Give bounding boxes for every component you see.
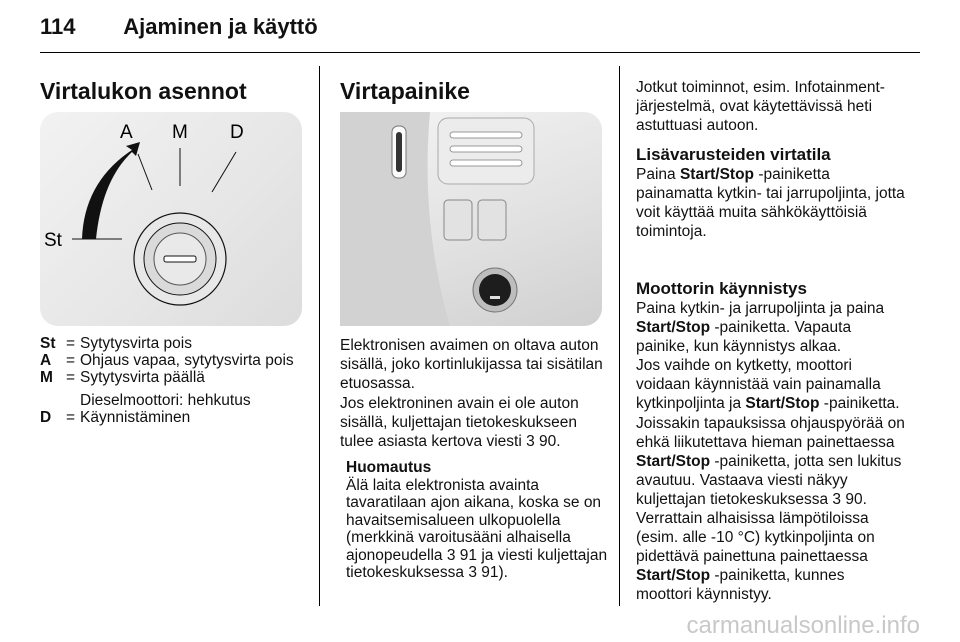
chapter-title: Ajaminen ja käyttö <box>123 14 318 39</box>
paragraph-accessory-mode <box>636 165 908 241</box>
watermark: carmanualsonline.info <box>686 612 920 639</box>
start-stop-label: Start/Stop <box>745 395 820 412</box>
vent-slat-1 <box>450 132 522 138</box>
legend-key: M <box>40 369 53 386</box>
text-run: -painiketta painamatta kytkin- tai jarrupoljinta, jotta voit käyttää muita sähkökäyttöisiä toimintoja. <box>636 166 905 240</box>
text-run: Paina <box>636 166 680 183</box>
label-d: D <box>230 122 244 143</box>
text-run: Jos vaihde on kytketty, moottori voidaan käynnistää vain painamalla kytkinpoljinta ja <box>636 357 881 412</box>
subheading-engine-start: Moottorin käynnistys <box>636 279 807 298</box>
page-number: 114 <box>40 14 76 39</box>
page-header <box>40 14 318 40</box>
legend-text: Sytytysvirta päällä <box>80 369 205 386</box>
key-slot-icon <box>164 256 196 262</box>
vent-slat-3 <box>450 160 522 166</box>
section-heading-ignition: Virtalukon asennot <box>40 78 247 104</box>
subheading-accessory-mode: Lisävarusteiden virtatila <box>636 145 831 164</box>
ignition-switch-figure <box>40 112 302 326</box>
start-stop-label: Start/Stop <box>679 166 755 183</box>
legend-eq: = <box>66 352 76 369</box>
paragraph-electronic-key: Elektronisen avaimen on oltava auton sisällä, joko kortinlukijassa tai sisätilan etuosassa. <box>340 337 603 392</box>
paragraph-key-missing: Jos elektroninen avain ei ole auton sisällä, kuljettajan tietokeskukseen tulee asiasta kertova viesti 3 90. <box>340 395 579 450</box>
paragraph-gear-engaged <box>636 356 906 413</box>
position-line-d <box>212 152 236 192</box>
position-line-a <box>138 154 152 190</box>
text-run: -painiketta. <box>819 395 900 412</box>
legend-key: A <box>40 352 52 369</box>
dashboard-drawing <box>340 112 602 326</box>
label-st: St <box>44 230 62 251</box>
power-button-figure <box>340 112 602 326</box>
text-run: Joissakin tapauksissa ohjauspyörää on ehkä liikutettava hieman painettaessa <box>636 415 905 451</box>
legend-key: St <box>40 335 56 352</box>
paragraph-infotainment: Jotkut toiminnot, esim. Infotainment-järjestelmä, ovat käytettävissä heti astuttuasi autoon. <box>636 79 885 134</box>
text-run: -painiketta, kunnes moottori käynnistyy. <box>636 567 845 603</box>
legend-eq: = <box>66 335 76 352</box>
header-rule <box>40 52 920 53</box>
text-run: Verrattain alhaisissa lämpötiloissa (esim. alle -10 °C) kytkinpoljinta on pidettävä painettuna painettaessa <box>636 510 875 565</box>
switch-left <box>444 200 472 240</box>
legend-text: Ohjaus vapaa, sytytysvirta pois <box>80 352 294 369</box>
column-divider-1 <box>319 66 320 606</box>
label-a: A <box>120 122 133 143</box>
legend-row-a <box>40 352 310 369</box>
note-text: Älä laita elektronista avainta tavaratilaan ajon aikana, koska se on havaitsemisalueen ulkopuolella (merkkinä varoitusääni alhaisella ajonopeudella 3 91 ja viesti kuljettajan tietokeskuksessa 3 91). <box>346 476 608 581</box>
text-run: -painiketta, jotta sen lukitus avautuu. Vastaava viesti näkyy kuljettajan tietokeskuksessa 3 90. <box>636 453 902 508</box>
section-heading-power-button: Virtapainike <box>340 78 470 104</box>
legend-text: Käynnistäminen <box>80 409 191 426</box>
text-run: -painiketta. Vapauta painike, kun käynnistys alkaa. <box>636 319 852 355</box>
vent-slat-2 <box>450 146 522 152</box>
paragraph-engine-start <box>636 299 906 356</box>
start-stop-indicator <box>490 296 500 299</box>
note-heading: Huomautus <box>346 459 432 476</box>
start-stop-label: Start/Stop <box>636 319 711 336</box>
legend-eq: = <box>66 409 76 426</box>
legend-eq: = <box>66 369 76 386</box>
position-legend <box>40 335 310 426</box>
paragraph-low-temperature <box>636 509 904 604</box>
start-stop-button-icon <box>479 274 511 306</box>
note-box <box>346 459 608 582</box>
switch-right <box>478 200 506 240</box>
legend-extra-diesel: Dieselmoottori: hehkutus <box>80 392 251 409</box>
ignition-switch-drawing <box>40 112 302 326</box>
column-divider-2 <box>619 66 620 606</box>
paragraph-steering-lock <box>636 414 906 509</box>
rotation-arrow-icon <box>82 142 140 239</box>
legend-row-m <box>40 369 310 386</box>
start-stop-label: Start/Stop <box>636 453 711 470</box>
text-run: Paina kytkin- ja jarrupoljinta ja paina <box>636 300 885 317</box>
legend-row-d <box>40 409 310 426</box>
label-m: M <box>172 122 188 143</box>
legend-row-st <box>40 335 310 352</box>
start-stop-label: Start/Stop <box>636 567 711 584</box>
legend-text: Sytytysvirta pois <box>80 335 192 352</box>
card-reader-opening <box>396 132 402 172</box>
legend-key: D <box>40 409 52 426</box>
